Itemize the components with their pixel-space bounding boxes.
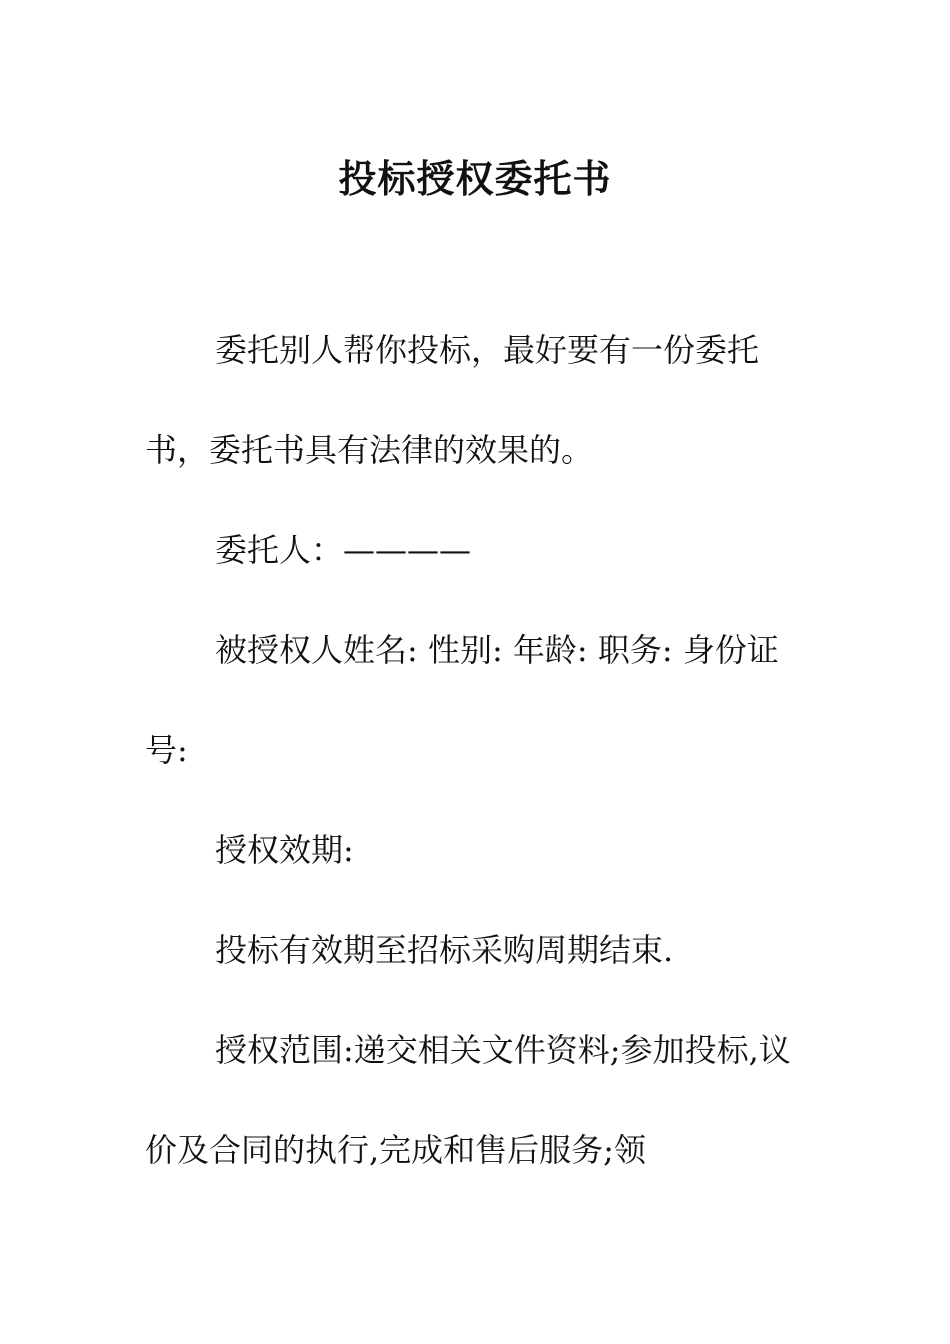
- paragraph-agent-info: 被授权人姓名: 性别: 年龄: 职务: 身份证号:: [145, 631, 779, 769]
- paragraph-principal: 委托人：————: [215, 531, 472, 569]
- document-body: [145, 300, 805, 1200]
- paragraph-bid-validity: 投标有效期至招标采购周期结束.: [215, 931, 674, 969]
- paragraph-authorization-scope: 授权范围:递交相关文件资料;参加投标,议价及合同的执行,完成和售后服务;领: [145, 1031, 791, 1169]
- paragraph-intro: 委托别人帮你投标，最好要有一份委托书，委托书具有法律的效果的。: [145, 331, 760, 469]
- paragraph-authorization-period: 授权效期:: [215, 831, 354, 869]
- document-title: 投标授权委托书: [338, 156, 612, 202]
